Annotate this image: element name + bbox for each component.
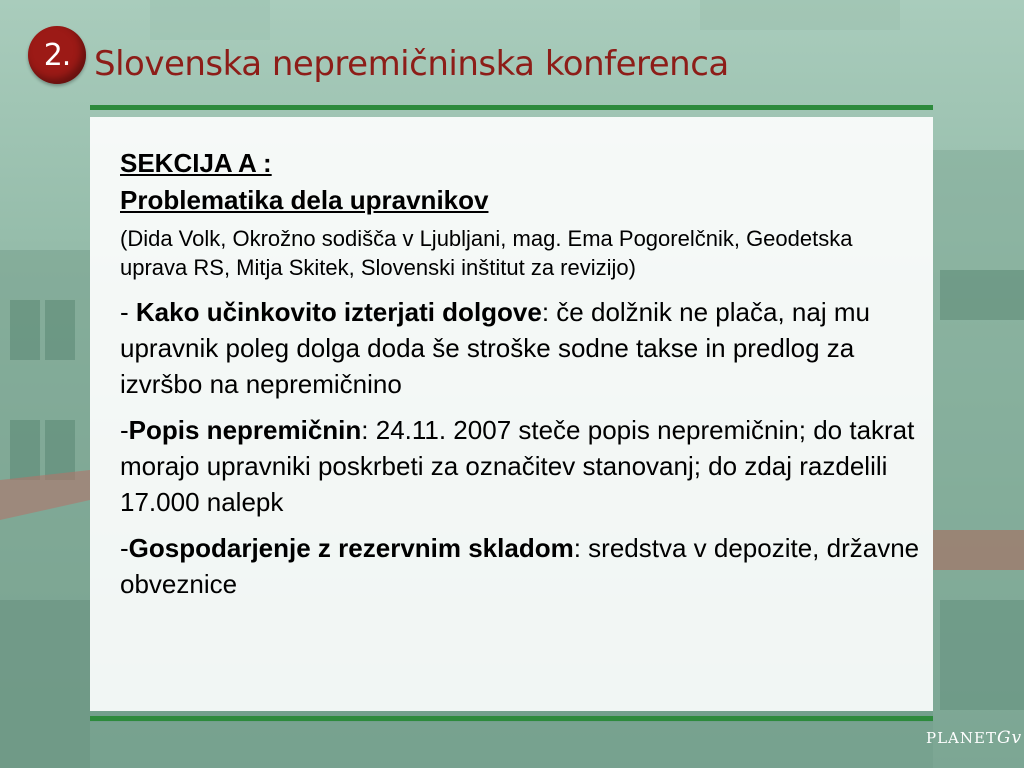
section-number-badge bbox=[28, 26, 86, 84]
item-prefix: - bbox=[120, 533, 129, 563]
slide-content bbox=[120, 148, 920, 612]
section-number: 2. bbox=[43, 37, 71, 73]
item-text: : 24.11. 2007 steče popis nepremičnin; do takrat morajo upravniki poskrbeti za označitev stanovanj; do zdaj razdelili 17.000 nalepk bbox=[120, 415, 915, 517]
bottom-divider bbox=[90, 716, 933, 721]
item-title: Popis nepremičnin bbox=[128, 415, 362, 445]
item-text: : če dolžnik ne plača, naj mu upravnik poleg dolga doda še stroške sodne takse in predlog za izvršbo na nepremičnino bbox=[120, 297, 870, 399]
item-text: : sredstva v depozite, državne obveznice bbox=[120, 533, 920, 599]
section-heading: SEKCIJA A : bbox=[120, 148, 272, 178]
list-item bbox=[120, 412, 920, 520]
item-title: Gospodarjenje z rezervnim skladom bbox=[128, 533, 574, 563]
page-title: Slovenska nepremičninska konferenca bbox=[94, 44, 729, 84]
planet-gv-logo bbox=[926, 728, 1022, 748]
section-subheading: Problematika dela upravnikov bbox=[120, 185, 489, 215]
item-prefix: - bbox=[120, 297, 136, 327]
list-item bbox=[120, 294, 920, 402]
list-item bbox=[120, 530, 920, 602]
logo-mark: Gv bbox=[996, 728, 1023, 748]
authors-text: (Dida Volk, Okrožno sodišča v Ljubljani, mag. Ema Pogorelčnik, Geodetska uprava RS, Mitja Skitek, Slovenski inštitut za revizijo) bbox=[120, 226, 853, 280]
top-divider bbox=[90, 105, 933, 110]
item-title: Kako učinkovito izterjati dolgove bbox=[135, 297, 542, 327]
logo-text: PLANET bbox=[926, 729, 997, 747]
item-prefix: - bbox=[120, 415, 129, 445]
